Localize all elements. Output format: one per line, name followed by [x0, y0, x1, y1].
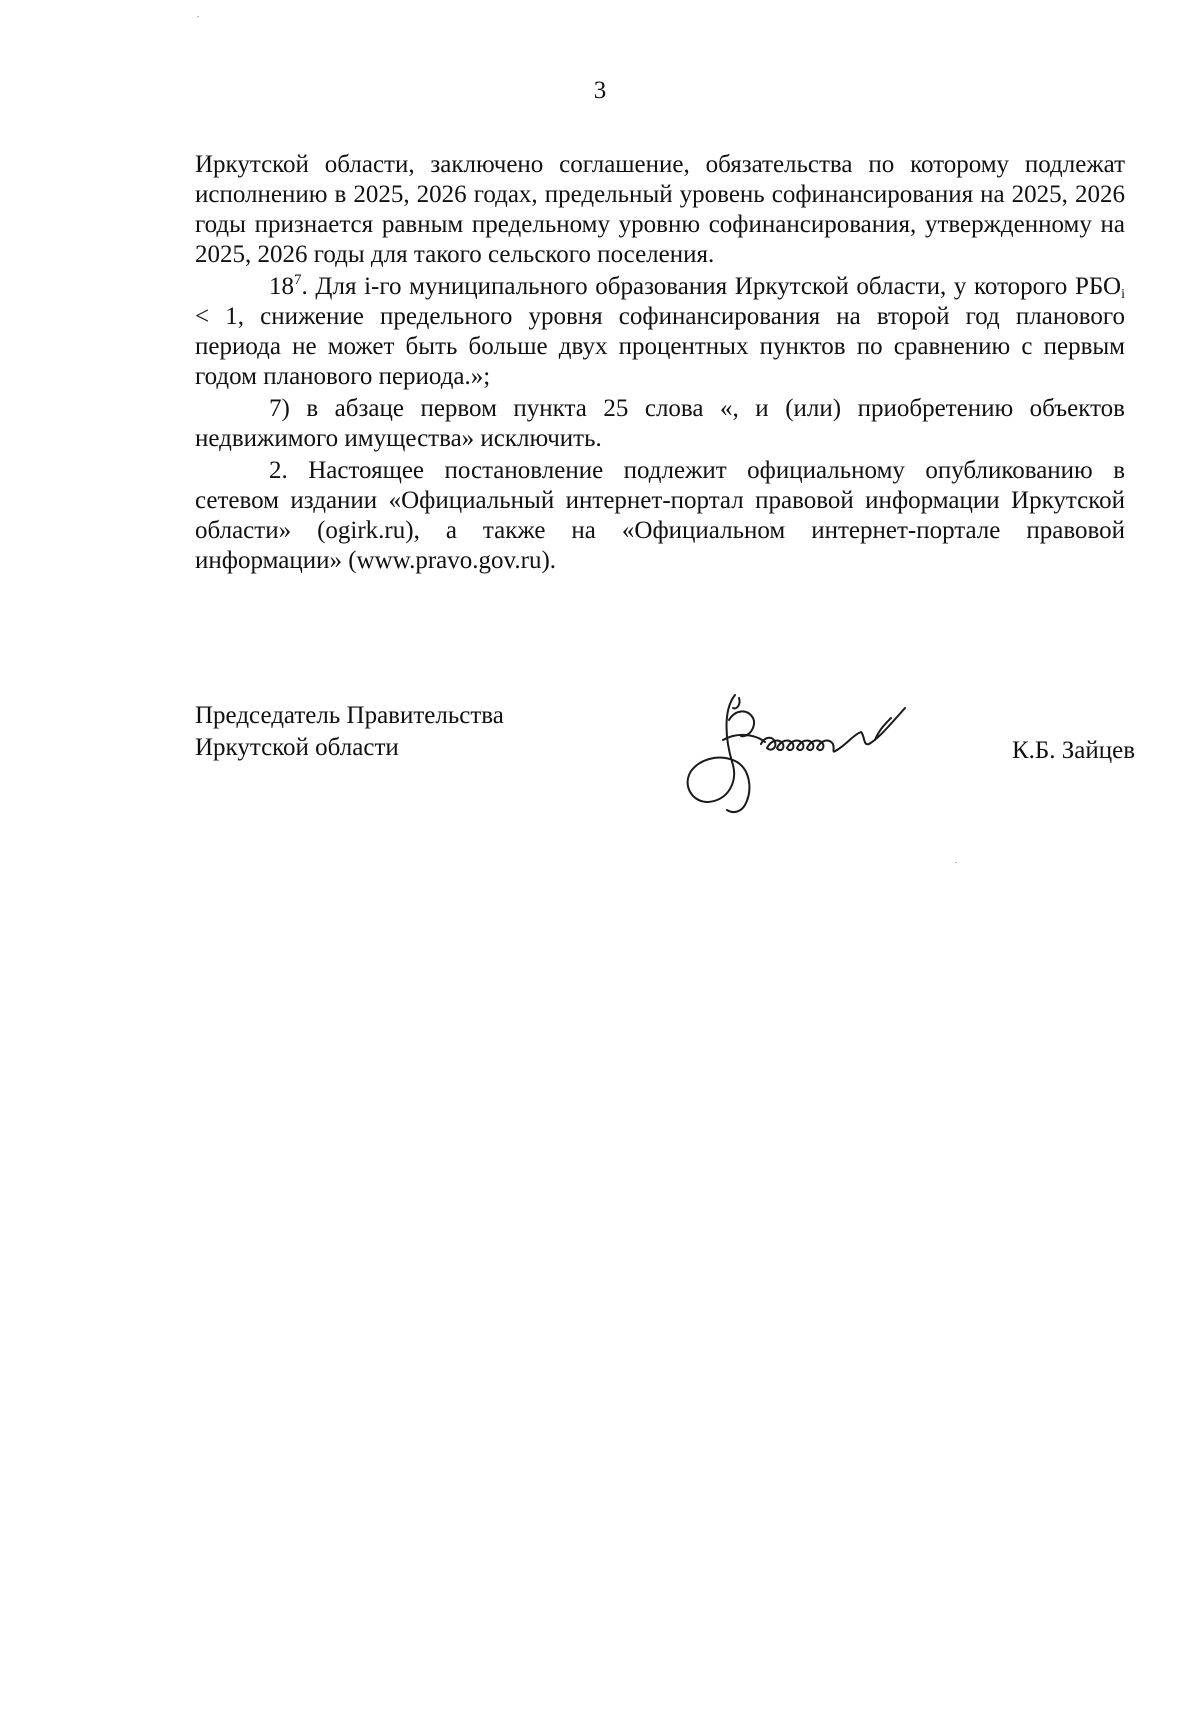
clause-text-part2: < 1, снижение предельного уровня софинансирования на второй год планового периода не может быть больше двух процентных пунктов по сравнению с первым годом планового периода.»;	[195, 303, 1125, 390]
signature-block	[195, 700, 1135, 830]
clause-number: 18	[269, 273, 294, 300]
document-body	[195, 150, 1125, 576]
signatory-position-line2: Иркутской области	[195, 734, 399, 761]
signatory-name: К.Б. Зайцев	[1011, 737, 1135, 764]
paragraph-item-7: 7) в абзаце первом пункта 25 слова «, и (или) приобретению объектов недвижимого имущества» исключить.	[195, 395, 1125, 452]
paragraph-continuation: Иркутской области, заключено соглашение, обязательства по которому подлежат исполнению в 2025, 2026 годах, предельный уровень софинансирования на 2025, 2026 годы признается равным предельному уровню софинансирования, утвержденному на 2025, 2026 годы для такого сельского поселения.	[195, 151, 1125, 268]
handwritten-signature	[675, 680, 935, 830]
paragraph-item-2-publication: 2. Настоящее постановление подлежит официальному опубликованию в сетевом издании «Официальный интернет-портал правовой информации Иркутской области» (ogirk.ru), а также на «Официальном интернет-портале правовой информации» (www.pravo.gov.ru).	[195, 457, 1125, 574]
signatory-position	[195, 700, 504, 764]
scan-speck	[197, 16, 199, 17]
page-number: 3	[593, 77, 607, 104]
clause-text-part1: . Для i-го муниципального образования Иркутской области, у которого РБО	[301, 273, 1122, 300]
clause-superscript: 7	[294, 272, 302, 288]
signatory-position-line1: Председатель Правительства	[195, 702, 504, 729]
paragraph-18-7	[195, 272, 1125, 392]
clause-subscript: i	[1121, 287, 1125, 302]
scan-speck	[955, 862, 957, 863]
